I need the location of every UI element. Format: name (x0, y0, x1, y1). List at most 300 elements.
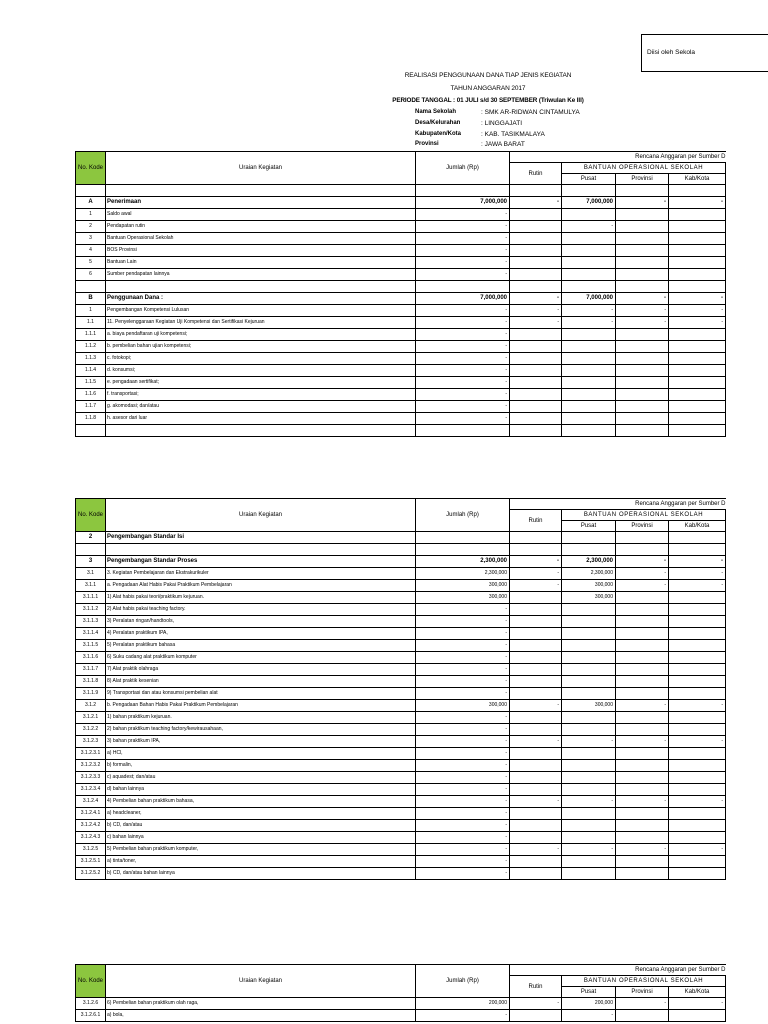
row-kabkota: - (669, 197, 726, 209)
row-jumlah: - (416, 688, 510, 700)
row-provinsi (616, 712, 669, 724)
row-rutin (510, 724, 562, 736)
row-code: 3.1.2.1 (76, 712, 106, 724)
row-pusat (562, 353, 616, 365)
row-jumlah: - (416, 341, 510, 353)
row-jumlah: - (416, 868, 510, 880)
table-row (76, 197, 726, 209)
row-provinsi: - (616, 197, 669, 209)
row-provinsi: - (616, 700, 669, 712)
row-jumlah: - (416, 844, 510, 856)
row-rutin (510, 1010, 562, 1022)
blank-row (76, 281, 726, 293)
row-description: 2) Alat habis pakai teaching factory. (106, 604, 416, 616)
row-rutin (510, 365, 562, 377)
row-jumlah: - (416, 269, 510, 281)
row-jumlah: - (416, 245, 510, 257)
row-provinsi (616, 820, 669, 832)
row-description: Bantuan Lain (106, 257, 416, 269)
row-pusat: 2,300,000 (562, 556, 616, 568)
row-jumlah: 200,000 (416, 998, 510, 1010)
table-row (76, 532, 726, 544)
row-description: b. Pengadaan Bahan Habis Pakai Praktikum Pembelajaran (106, 700, 416, 712)
row-jumlah: - (416, 736, 510, 748)
row-pusat (562, 676, 616, 688)
row-rutin (510, 221, 562, 233)
row-pusat (562, 688, 616, 700)
table-row (76, 221, 726, 233)
filled-by-school-box (641, 34, 768, 72)
row-code: 3.1.1.7 (76, 664, 106, 676)
row-pusat (562, 832, 616, 844)
row-kabkota (669, 377, 726, 389)
row-jumlah: - (416, 820, 510, 832)
col-rencana: Rencana Anggaran per Sumber D (510, 499, 726, 510)
table-row (76, 377, 726, 389)
row-jumlah: - (416, 808, 510, 820)
row-provinsi (616, 377, 669, 389)
row-provinsi (616, 724, 669, 736)
row-jumlah: - (416, 317, 510, 329)
row-rutin (510, 772, 562, 784)
row-pusat (562, 377, 616, 389)
row-description: 6) Suku cadang alat praktikum komputer (106, 652, 416, 664)
row-rutin (510, 628, 562, 640)
row-rutin (510, 389, 562, 401)
row-rutin (510, 652, 562, 664)
row-description: Bantuan Operasional Sekolah (106, 233, 416, 245)
row-provinsi (616, 784, 669, 796)
regency-label: Kabupaten/Kota (415, 131, 462, 137)
row-kabkota (669, 748, 726, 760)
row-code: 3.1 (76, 568, 106, 580)
row-kabkota (669, 808, 726, 820)
row-code: 3.1.2.4.2 (76, 820, 106, 832)
row-kabkota (669, 628, 726, 640)
row-description: c) bahan lainnya (106, 832, 416, 844)
row-pusat: - (562, 736, 616, 748)
row-pusat (562, 664, 616, 676)
row-pusat: 300,000 (562, 580, 616, 592)
row-kabkota (669, 401, 726, 413)
row-pusat: - (562, 1010, 616, 1022)
row-pusat: 300,000 (562, 700, 616, 712)
row-rutin (510, 664, 562, 676)
col-no-kode: No. Kode (76, 152, 106, 185)
col-jumlah: Jumlah (Rp) (416, 499, 510, 532)
blank-row (76, 185, 726, 197)
col-provinsi: Provinsi (616, 521, 669, 532)
row-kabkota (669, 341, 726, 353)
row-kabkota (669, 353, 726, 365)
row-pusat (562, 532, 616, 544)
row-provinsi (616, 760, 669, 772)
row-provinsi (616, 808, 669, 820)
row-pusat (562, 748, 616, 760)
row-kabkota: - (669, 556, 726, 568)
table-row (76, 998, 726, 1010)
row-provinsi (616, 532, 669, 544)
table-row (76, 736, 726, 748)
row-rutin: - (510, 998, 562, 1010)
row-rutin (510, 688, 562, 700)
row-code: 3.1.2 (76, 700, 106, 712)
table-row (76, 796, 726, 808)
row-kabkota (669, 856, 726, 868)
col-rutin: Rutin (510, 976, 562, 998)
row-kabkota (669, 760, 726, 772)
row-jumlah: - (416, 305, 510, 317)
row-pusat (562, 413, 616, 425)
row-pusat (562, 616, 616, 628)
report-period: PERIODE TANGGAL : 01 JULI s/d 30 SEPTEMBER (Triwulan Ke III) (392, 97, 584, 104)
row-code: 3.1.1 (76, 580, 106, 592)
row-provinsi (616, 628, 669, 640)
row-code: 3.1.2.5 (76, 844, 106, 856)
row-kabkota (669, 221, 726, 233)
row-pusat (562, 712, 616, 724)
col-rencana: Rencana Anggaran per Sumber D (510, 152, 726, 163)
row-kabkota (669, 365, 726, 377)
row-rutin (510, 233, 562, 245)
row-description: 4) Peralatan praktikum IPA, (106, 628, 416, 640)
row-code: 3.1.1.6 (76, 652, 106, 664)
row-rutin: - (510, 305, 562, 317)
row-code: 1.1.7 (76, 401, 106, 413)
report-header (0, 70, 768, 150)
row-pusat (562, 329, 616, 341)
row-jumlah: - (416, 640, 510, 652)
row-provinsi (616, 1010, 669, 1022)
row-jumlah: - (416, 1010, 510, 1022)
row-jumlah: - (416, 676, 510, 688)
row-rutin (510, 532, 562, 544)
table-row (76, 808, 726, 820)
col-bos: BANTUAN OPERASIONAL SEKOLAH (562, 163, 726, 174)
row-provinsi: - (616, 736, 669, 748)
row-code: 3.1.2.5.2 (76, 868, 106, 880)
row-description: 11. Penyelenggaraan Kegiatan Uji Kompetensi dan Sertifikasi Kejuruan (106, 317, 416, 329)
row-code: 3.1.1.3 (76, 616, 106, 628)
table-row (76, 233, 726, 245)
row-description: a. biaya pendaftaran uji kompetensi; (106, 329, 416, 341)
row-code: A (76, 197, 106, 209)
row-kabkota (669, 413, 726, 425)
col-pusat: Pusat (562, 174, 616, 185)
row-description: 2) bahan praktikum teaching factory/kewirausahaan, (106, 724, 416, 736)
row-rutin (510, 401, 562, 413)
row-pusat (562, 604, 616, 616)
budget-table-1 (75, 151, 726, 437)
row-provinsi (616, 640, 669, 652)
row-kabkota (669, 652, 726, 664)
row-pusat (562, 772, 616, 784)
col-rutin: Rutin (510, 163, 562, 185)
table-row (76, 389, 726, 401)
blank-row (76, 544, 726, 556)
row-pusat: - (562, 796, 616, 808)
row-provinsi (616, 233, 669, 245)
row-code: 1.1.6 (76, 389, 106, 401)
row-code: 3 (76, 233, 106, 245)
row-rutin (510, 245, 562, 257)
row-description: Pendapatan rutin (106, 221, 416, 233)
row-rutin (510, 868, 562, 880)
row-pusat: 2,300,000 (562, 568, 616, 580)
row-rutin (510, 269, 562, 281)
row-code: 3.1.2.2 (76, 724, 106, 736)
row-description: Pengembangan Standar Isi (106, 532, 416, 544)
row-code: 1.1 (76, 317, 106, 329)
row-jumlah: - (416, 748, 510, 760)
table-row (76, 556, 726, 568)
table-row (76, 856, 726, 868)
table-row (76, 245, 726, 257)
row-jumlah: - (416, 209, 510, 221)
row-code: 3.1.1.9 (76, 688, 106, 700)
row-code: 1 (76, 305, 106, 317)
row-pusat: - (562, 317, 616, 329)
row-jumlah: 300,000 (416, 580, 510, 592)
row-code: 3.1.1.1 (76, 592, 106, 604)
row-rutin: - (510, 580, 562, 592)
row-rutin: - (510, 796, 562, 808)
row-description: e. pengadaan sertifikat; (106, 377, 416, 389)
row-jumlah: - (416, 377, 510, 389)
row-kabkota (669, 389, 726, 401)
row-description: b) formalin, (106, 760, 416, 772)
row-description: g. akomodasi; dan/atau (106, 401, 416, 413)
row-code: 1.1.1 (76, 329, 106, 341)
row-rutin: - (510, 293, 562, 305)
row-kabkota: - (669, 317, 726, 329)
table-row (76, 365, 726, 377)
row-pusat: 200,000 (562, 998, 616, 1010)
row-provinsi (616, 592, 669, 604)
row-provinsi (616, 269, 669, 281)
row-code: B (76, 293, 106, 305)
row-description: b) CD, dan/atau bahan lainnya (106, 868, 416, 880)
row-provinsi (616, 748, 669, 760)
row-jumlah: 2,300,000 (416, 556, 510, 568)
row-provinsi (616, 341, 669, 353)
row-code: 2 (76, 221, 106, 233)
row-rutin (510, 341, 562, 353)
row-pusat: - (562, 305, 616, 317)
row-kabkota (669, 329, 726, 341)
row-code: 3.1.2.4.1 (76, 808, 106, 820)
row-jumlah: - (416, 652, 510, 664)
row-rutin (510, 377, 562, 389)
row-code: 4 (76, 245, 106, 257)
row-jumlah: - (416, 401, 510, 413)
table-row (76, 844, 726, 856)
row-code: 3.1.2.5.1 (76, 856, 106, 868)
row-code: 3.1.2.4 (76, 796, 106, 808)
col-pusat: Pusat (562, 521, 616, 532)
col-kabkota: Kab/Kota (669, 174, 726, 185)
province-value: : JAWA BARAT (481, 141, 525, 148)
row-pusat (562, 628, 616, 640)
row-rutin (510, 760, 562, 772)
row-provinsi: - (616, 293, 669, 305)
table-row (76, 413, 726, 425)
row-kabkota (669, 724, 726, 736)
row-rutin (510, 808, 562, 820)
row-code: 2 (76, 532, 106, 544)
row-description: a) tinta/toner, (106, 856, 416, 868)
row-description: 3) bahan praktikum IPA, (106, 736, 416, 748)
row-code: 3.1.2.3.1 (76, 748, 106, 760)
col-uraian: Uraian Kegiatan (106, 152, 416, 185)
row-description: d. konsumsi; (106, 365, 416, 377)
row-kabkota (669, 784, 726, 796)
row-code: 3.1.1.8 (76, 676, 106, 688)
row-kabkota (669, 604, 726, 616)
table-row (76, 820, 726, 832)
row-description: Pengembangan Standar Proses (106, 556, 416, 568)
row-provinsi: - (616, 844, 669, 856)
col-provinsi: Provinsi (616, 987, 669, 998)
row-jumlah: 7,000,000 (416, 293, 510, 305)
row-kabkota (669, 209, 726, 221)
row-pusat (562, 257, 616, 269)
row-rutin (510, 592, 562, 604)
row-rutin: - (510, 568, 562, 580)
budget-table-3 (75, 964, 726, 1022)
table-row (76, 712, 726, 724)
regency-value: : KAB. TASIKMALAYA (481, 131, 545, 138)
row-jumlah: - (416, 628, 510, 640)
col-rutin: Rutin (510, 510, 562, 532)
row-provinsi: - (616, 998, 669, 1010)
table-row (76, 784, 726, 796)
col-no-kode: No. Kode (76, 499, 106, 532)
row-code: 3.1.1.2 (76, 604, 106, 616)
table-row (76, 640, 726, 652)
row-description: Penerimaan (106, 197, 416, 209)
row-provinsi (616, 772, 669, 784)
row-jumlah: - (416, 664, 510, 676)
table-row (76, 652, 726, 664)
row-pusat (562, 233, 616, 245)
col-jumlah: Jumlah (Rp) (416, 965, 510, 998)
row-kabkota (669, 269, 726, 281)
row-rutin: - (510, 736, 562, 748)
row-description: 8) Alat praktik kesenian (106, 676, 416, 688)
table-row (76, 688, 726, 700)
row-description: 5) Pembelian bahan praktikum komputer, (106, 844, 416, 856)
row-jumlah: - (416, 712, 510, 724)
row-provinsi: - (616, 580, 669, 592)
row-code: 3.1.2.3.3 (76, 772, 106, 784)
row-rutin (510, 257, 562, 269)
row-code: 1.1.5 (76, 377, 106, 389)
row-pusat: - (562, 221, 616, 233)
row-description: a) HCl, (106, 748, 416, 760)
row-provinsi (616, 413, 669, 425)
row-pusat (562, 401, 616, 413)
row-provinsi (616, 353, 669, 365)
row-kabkota (669, 832, 726, 844)
row-kabkota (669, 257, 726, 269)
row-rutin (510, 329, 562, 341)
row-code: 3.1.1.4 (76, 628, 106, 640)
row-jumlah (416, 532, 510, 544)
row-code: 1.1.3 (76, 353, 106, 365)
row-jumlah: - (416, 796, 510, 808)
row-kabkota (669, 532, 726, 544)
row-kabkota (669, 640, 726, 652)
row-kabkota: - (669, 305, 726, 317)
row-rutin: - (510, 844, 562, 856)
row-kabkota: - (669, 796, 726, 808)
table-row (76, 1010, 726, 1022)
row-rutin (510, 784, 562, 796)
row-rutin (510, 712, 562, 724)
table-row (76, 772, 726, 784)
row-kabkota: - (669, 998, 726, 1010)
row-rutin (510, 209, 562, 221)
row-jumlah: - (416, 616, 510, 628)
row-provinsi (616, 616, 669, 628)
row-description: BOS Provinsi (106, 245, 416, 257)
row-rutin (510, 616, 562, 628)
row-pusat (562, 640, 616, 652)
row-description: c. fotokopi; (106, 353, 416, 365)
row-rutin (510, 676, 562, 688)
row-jumlah: - (416, 329, 510, 341)
row-kabkota (669, 868, 726, 880)
table-row (76, 329, 726, 341)
row-jumlah: 2,300,000 (416, 568, 510, 580)
row-kabkota: - (669, 844, 726, 856)
col-jumlah: Jumlah (Rp) (416, 152, 510, 185)
row-kabkota (669, 592, 726, 604)
row-code: 3.1.2.3 (76, 736, 106, 748)
school-name-value: : SMK AR-RIDWAN CINTAMULYA (481, 109, 580, 116)
table-row (76, 341, 726, 353)
row-description: Penggunaan Dana : (106, 293, 416, 305)
row-provinsi (616, 389, 669, 401)
row-rutin: - (510, 317, 562, 329)
row-description: d) bahan lainnya (106, 784, 416, 796)
row-kabkota: - (669, 736, 726, 748)
row-provinsi (616, 664, 669, 676)
row-rutin (510, 640, 562, 652)
row-jumlah: - (416, 724, 510, 736)
row-description: f. transportasi; (106, 389, 416, 401)
row-provinsi (616, 221, 669, 233)
row-rutin (510, 820, 562, 832)
row-pusat (562, 365, 616, 377)
table-row (76, 401, 726, 413)
report-title: REALISASI PENGGUNAAN DANA TIAP JENIS KEGIATAN (404, 72, 572, 79)
row-description: 3. Kegiatan Pembelajaran dan Ekstrakurikuler (106, 568, 416, 580)
province-label: Provinsi (415, 141, 439, 147)
row-provinsi (616, 257, 669, 269)
row-kabkota (669, 676, 726, 688)
row-provinsi (616, 329, 669, 341)
col-bos: BANTUAN OPERASIONAL SEKOLAH (562, 510, 726, 521)
table-row (76, 616, 726, 628)
row-description: 3) Peralatan ringan/handtools, (106, 616, 416, 628)
row-kabkota (669, 688, 726, 700)
row-pusat (562, 784, 616, 796)
row-rutin (510, 856, 562, 868)
row-pusat (562, 209, 616, 221)
row-jumlah: - (416, 604, 510, 616)
